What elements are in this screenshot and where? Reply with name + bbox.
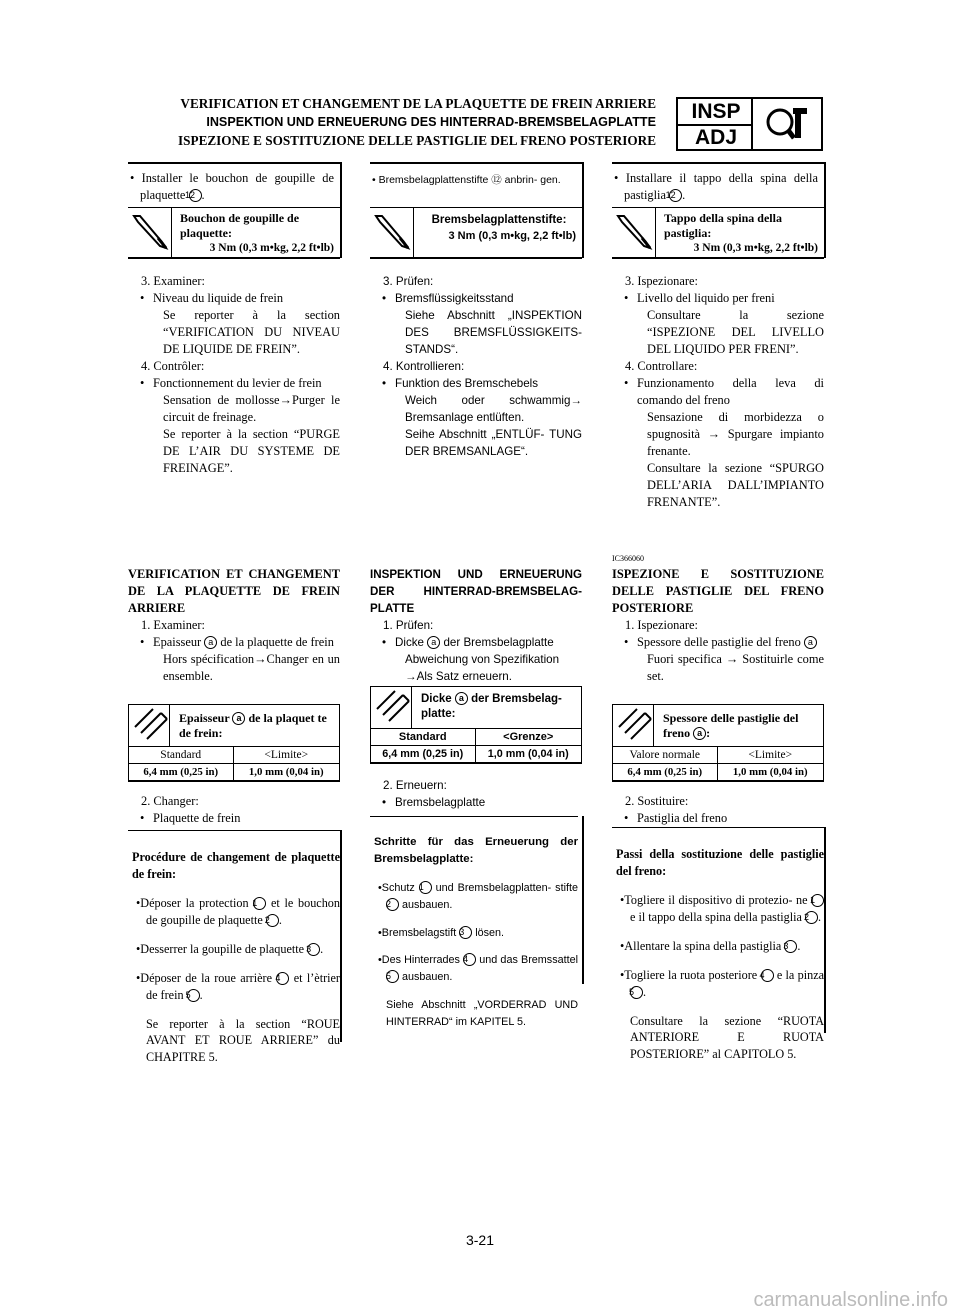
fr-spec-table (128, 746, 340, 781)
fr-change: 2. Changer: • Plaquette de frein (140, 794, 241, 825)
it-spec-table (612, 746, 824, 781)
de-procedure: Schritte für das Erneuerung der Bremsbelagplatte: •Schutz 1 und Bremsbelagplatten- stifte 2 ausbauen. •Bremsbelagstift 3 lösen. •Des Hinterrades 4 und das Bremssattel 5 ausbauen. Siehe Abschnitt „VORDERRAD UND HINTERRAD“ im KAPITEL 5. (370, 816, 578, 1042)
fr-torque-label: Bouchon de goupille de plaquette: (180, 211, 300, 240)
col-limit: <Limite> (234, 747, 340, 764)
val-standard: 6,4 mm (0,25 in) (128, 764, 234, 781)
fr-steps-3-4: 3. Examiner: • Niveau du liquide de frein Se reporter à la section “VERIFICATION DU NIVEAU DE LIQUIDE DE FREIN”. 4. Contrôler: • Fonctionnement du levier de frein Sensation de mollosse→Purger le circuit de freinage. Se reporter à la section “PURGE DE L’AIR DU SYSTEME DE FREINAGE”. (140, 274, 340, 475)
header-title-de: INSPEKTION UND ERNEUERUNG DES HINTERRAD-BREMSBELAGPLATTE (206, 115, 656, 129)
col-limit: <Limite> (718, 747, 824, 764)
section-code-box (676, 97, 823, 151)
it-section-code: IC366060 (612, 554, 644, 563)
de-torque-value: 3 Nm (0,3 m•kg, 2,2 ft•lb) (448, 230, 576, 242)
de-examine: 1. Prüfen: • Dicke a der Bremsbelagplatte Abweichung von Spezifikation →Als Satz erneuern. (382, 619, 560, 683)
de-torque-label: Bremsbelagplattenstifte: (431, 214, 567, 226)
fr-torque-value: 3 Nm (0,3 m•kg, 2,2 ft•lb) (209, 242, 334, 254)
code-insp: INSP (691, 100, 741, 123)
col-standard: Standard (370, 729, 476, 746)
col-standard: Valore normale (612, 747, 718, 764)
fr-section-title: VERIFICATION ET CHANGEMENT DE LA PLAQUETTE DE FREIN ARRIERE (128, 567, 340, 615)
caliper-icon (133, 707, 171, 745)
de-spec-box (370, 686, 582, 764)
watermark: carmanualsonline.info (753, 1289, 948, 1311)
it-procedure: Passi della sostituzione delle pastiglie del freno: •Togliere il dispositivo di protezio- ne 1 e il tappo della spina della pastiglia 2 . •Allentare la spina della pastiglia 3 . •Togliere la ruota posteriore 4 e la pinza 5 . Consultare la sezione “RUOTA ANTERIORE E RUOTA POSTERIORE” al CAPITOLO 5. (612, 827, 824, 1075)
wrench-icon (614, 212, 654, 252)
val-limit: 1,0 mm (0,04 in) (234, 764, 340, 781)
fr-examine: 1. Examiner: • Epaisseur a de la plaquette de frein Hors spécification→Changer en un ensemble. (140, 618, 340, 683)
fr-procedure: Procédure de changement de plaquette de frein: •Déposer la protection 1 et le bouchon de goupille de plaquette 2 . •Desserrer la goupille de plaquette 3 . •Déposer de la roue arrière 4 et l’ètrier de frein 5 . Se reporter à la section “ROUE AVANT ET ROUE ARRIERE” du CHAPITRE 5. (128, 830, 340, 1078)
header-title-it: ISPEZIONE E SOSTITUZIONE DELLE PASTIGLIE DEL FRENO POSTERIORE (178, 133, 656, 148)
it-replace: 2. Sostituire: • Pastiglia del freno (624, 794, 728, 825)
de-install-text: • Bremsbelagplattenstifte ⑫ anbrin- gen. (372, 174, 561, 186)
header-title-fr: VERIFICATION ET CHANGEMENT DE LA PLAQUETTE DE FREIN ARRIERE (180, 96, 656, 111)
code-adj: ADJ (694, 126, 737, 149)
it-spec-box (612, 704, 824, 782)
it-section-title: ISPEZIONE E SOSTITUZIONE DELLE PASTIGLIE DEL FRENO POSTERIORE (612, 567, 824, 615)
de-renew: 2. Erneuern: • Bremsbelagplatte (382, 779, 486, 809)
fr-spec-box (128, 704, 340, 782)
val-limit: 1,0 mm (0,04 in) (718, 764, 824, 781)
it-install-text: • Installare il tappo della spina della pastiglia 12 . (614, 171, 818, 202)
wrench-icon (130, 212, 170, 252)
page-number: 3-21 (465, 1232, 495, 1248)
col-standard: Standard (128, 747, 234, 764)
val-limit: 1,0 mm (0,04 in) (476, 746, 582, 763)
col-limit: <Grenze> (476, 729, 582, 746)
it-examine: 1. Ispezionare: • Spessore delle pastiglie del freno a Fuori specifica → Sostituirle come set. (624, 618, 824, 683)
fr-spec-label: Epaisseur a de la plaquet te de frein: (179, 711, 327, 740)
inspection-tools-icon (763, 104, 811, 144)
de-spec-table (370, 728, 582, 763)
wrench-icon (372, 212, 412, 252)
it-torque-label: Tappo della spina della pastiglia: (664, 211, 782, 240)
de-section-title: INSPEKTION UND ERNEUERUNG DER HINTERRAD-BREMSBELAG- PLATTE (370, 568, 582, 615)
fr-install-text: • Installer le bouchon de goupille de plaquette 12 . (130, 171, 335, 202)
val-standard: 6,4 mm (0,25 in) (612, 764, 718, 781)
de-steps-3-4: 3. Prüfen: • Bremsflüssigkeitsstand Siehe Abschnitt „INSPEKTION DES BREMSFLÜSSIGKEITS- STANDS“. 4. Kontrollieren: • Funktion des Bremschebels Weich oder schwammig→ Bremsanlage entlüften. Seihe Abschnitt „ENTLÜF- TUNG DER BREMSANLAGE“. (382, 275, 582, 458)
it-torque-value: 3 Nm (0,3 m•kg, 2,2 ft•lb) (693, 242, 818, 254)
caliper-icon (617, 707, 655, 745)
it-spec-label: Spessore delle pastiglie del freno a : (663, 711, 799, 740)
caliper-icon (375, 689, 413, 727)
it-steps-3-4: 3. Ispezionare: • Livello del liquido per freni Consultare la sezione “ISPEZIONE DEL LIVELLO DEL LIQUIDO PER FRENI”. 4. Controllare: • Funzionamento della leva di comando del freno Sensazione di morbidezza o spugnosità → Spurgare impianto frenante. Consultare la sezione “SPURGO DELL’ARIA DALL’IMPIANTO FRENANTE”. (624, 274, 824, 509)
val-standard: 6,4 mm (0,25 in) (370, 746, 476, 763)
de-spec-label: Dicke a der Bremsbelag- platte: (421, 693, 562, 720)
